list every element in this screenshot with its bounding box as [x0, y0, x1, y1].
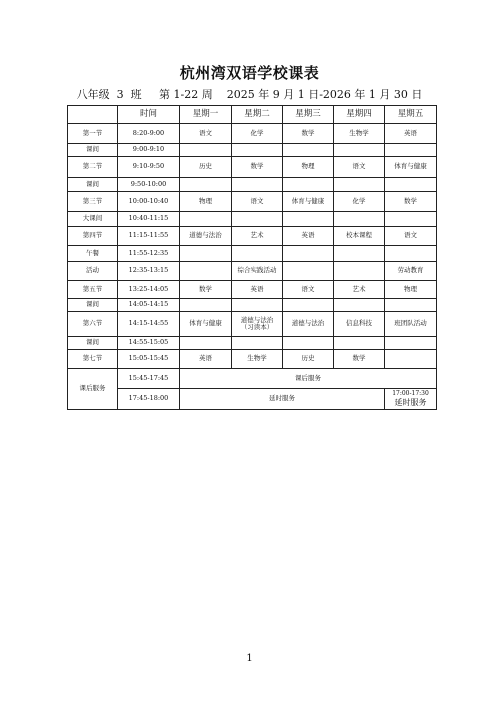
class-term-info: 八年级 3 班 第 1-22 周 2025 年 9 月 1 日-2026 年 1 月 30 日 — [76, 88, 423, 101]
subject-cell: 化学 — [334, 192, 385, 212]
period-cell: 第三节 — [68, 192, 118, 212]
timetable-row — [68, 157, 437, 178]
subject-cell — [385, 246, 437, 262]
period-cell: 活动 — [68, 262, 118, 281]
timetable-row — [68, 144, 437, 157]
period-cell: 第七节 — [68, 350, 118, 369]
period-cell: 课间 — [68, 337, 118, 350]
subject-cell: 综合实践活动 — [232, 262, 283, 281]
time-cell: 13:25-14:05 — [118, 281, 180, 299]
time-cell: 11:55-12:35 — [118, 246, 180, 262]
subject-cell: 历史 — [283, 350, 334, 369]
subject-cell: 数学 — [334, 350, 385, 369]
subject-cell: 数学 — [283, 124, 334, 144]
time-cell: 9:50-10:00 — [118, 178, 180, 192]
subject-cell: 语文 — [232, 192, 283, 212]
time-cell: 15:45-17:45 — [118, 369, 180, 389]
subject-cell: 英语 — [232, 281, 283, 299]
time-cell: 10:40-11:15 — [118, 212, 180, 227]
header-row — [68, 106, 437, 124]
page-number: 1 — [246, 653, 253, 664]
subject-cell — [283, 299, 334, 312]
header-day: 星期二 — [232, 106, 283, 124]
timetable-row — [68, 350, 437, 369]
subject-cell: 道德与法治 — [283, 312, 334, 337]
timetable-row — [68, 281, 437, 299]
subject-cell — [232, 246, 283, 262]
subject-cell — [232, 337, 283, 350]
subject-cell: 信息科技 — [334, 312, 385, 337]
time-cell: 10:00-10:40 — [118, 192, 180, 212]
period-cell: 第四节 — [68, 227, 118, 246]
after-school-row — [68, 369, 437, 389]
subject-cell — [334, 144, 385, 157]
subject-cell — [334, 246, 385, 262]
subject-cell — [283, 262, 334, 281]
timetable-row — [68, 178, 437, 192]
time-cell: 14:55-15:05 — [118, 337, 180, 350]
time-cell: 8:20-9:00 — [118, 124, 180, 144]
header-day: 星期四 — [334, 106, 385, 124]
time-cell: 9:00-9:10 — [118, 144, 180, 157]
extended-service-cell: 延时服务 — [180, 389, 385, 410]
subject-cell — [232, 144, 283, 157]
subject-cell: 班团队活动 — [385, 312, 437, 337]
subject-cell — [180, 178, 232, 192]
subject-cell — [385, 350, 437, 369]
subject-cell: 语文 — [385, 227, 437, 246]
subject-cell: 英语 — [283, 227, 334, 246]
subject-cell: 体育与健康 — [283, 192, 334, 212]
extended-service-row — [68, 389, 437, 410]
timetable-row — [68, 337, 437, 350]
subject-cell — [283, 337, 334, 350]
subject-cell: 数学 — [180, 281, 232, 299]
subject-cell: 生物学 — [334, 124, 385, 144]
header-day: 星期五 — [385, 106, 437, 124]
header-day: 星期三 — [283, 106, 334, 124]
subject-cell: 校本课程 — [334, 227, 385, 246]
subject-cell — [283, 212, 334, 227]
subject-cell — [180, 337, 232, 350]
subject-cell — [385, 144, 437, 157]
subject-cell: 道德与法治 （习读本） — [232, 312, 283, 337]
page-title: 杭州湾双语学校课表 — [179, 64, 320, 82]
header-time: 时间 — [118, 106, 180, 124]
subject-cell — [180, 299, 232, 312]
timetable-row — [68, 246, 437, 262]
subject-cell: 语文 — [283, 281, 334, 299]
header-corner — [68, 106, 118, 124]
subject-cell — [385, 212, 437, 227]
timetable-row — [68, 262, 437, 281]
subject-cell — [334, 178, 385, 192]
timetable-row — [68, 192, 437, 212]
time-cell: 15:05-15:45 — [118, 350, 180, 369]
time-cell: 14:05-14:15 — [118, 299, 180, 312]
subject-cell — [334, 299, 385, 312]
subject-cell: 物理 — [283, 157, 334, 178]
subject-cell: 物理 — [180, 192, 232, 212]
subject-cell — [180, 212, 232, 227]
subject-cell: 道德与法治 — [180, 227, 232, 246]
subject-cell: 数学 — [385, 192, 437, 212]
period-cell: 第六节 — [68, 312, 118, 337]
period-cell: 课间 — [68, 178, 118, 192]
timetable-row — [68, 227, 437, 246]
subject-cell: 英语 — [180, 350, 232, 369]
period-cell: 第五节 — [68, 281, 118, 299]
subject-cell — [232, 299, 283, 312]
period-cell: 午餐 — [68, 246, 118, 262]
subject-cell: 语文 — [334, 157, 385, 178]
subject-cell: 艺术 — [334, 281, 385, 299]
subject-cell: 历史 — [180, 157, 232, 178]
subject-cell — [385, 299, 437, 312]
time-cell: 12:35-13:15 — [118, 262, 180, 281]
period-cell: 第一节 — [68, 124, 118, 144]
friday-extended-service-cell — [385, 389, 437, 410]
subject-cell: 物理 — [385, 281, 437, 299]
time-cell: 11:15-11:55 — [118, 227, 180, 246]
time-cell: 9:10-9:50 — [118, 157, 180, 178]
subject-cell: 语文 — [180, 124, 232, 144]
subject-cell — [334, 212, 385, 227]
period-cell: 第二节 — [68, 157, 118, 178]
subject-cell — [334, 337, 385, 350]
subject-cell: 数学 — [232, 157, 283, 178]
subject-cell — [232, 178, 283, 192]
subject-cell — [180, 262, 232, 281]
after-school-label: 课后服务 — [68, 369, 118, 410]
subject-cell — [180, 144, 232, 157]
subject-cell — [283, 178, 334, 192]
period-cell: 大课间 — [68, 212, 118, 227]
timetable-row — [68, 299, 437, 312]
subject-cell — [180, 246, 232, 262]
timetable — [67, 105, 437, 410]
subject-cell: 艺术 — [232, 227, 283, 246]
time-cell: 17:45-18:00 — [118, 389, 180, 410]
subject-cell — [385, 178, 437, 192]
subject-cell — [283, 144, 334, 157]
timetable-row — [68, 124, 437, 144]
subject-cell — [385, 337, 437, 350]
subject-cell — [334, 262, 385, 281]
time-cell: 14:15-14:55 — [118, 312, 180, 337]
subject-cell — [232, 212, 283, 227]
subject-cell: 生物学 — [232, 350, 283, 369]
subject-cell: 体育与健康 — [385, 157, 437, 178]
friday-extended-label: 延时服务 — [394, 397, 427, 407]
subject-cell: 英语 — [385, 124, 437, 144]
timetable-row — [68, 312, 437, 337]
friday-extended-time: 17:00-17:30 — [392, 389, 429, 397]
timetable-row — [68, 212, 437, 227]
subject-cell: 体育与健康 — [180, 312, 232, 337]
subject-cell — [283, 246, 334, 262]
after-school-service-cell: 课后服务 — [180, 369, 437, 389]
subject-cell: 劳动教育 — [385, 262, 437, 281]
subject-cell: 化学 — [232, 124, 283, 144]
period-cell: 课间 — [68, 144, 118, 157]
period-cell: 课间 — [68, 299, 118, 312]
header-day: 星期一 — [180, 106, 232, 124]
